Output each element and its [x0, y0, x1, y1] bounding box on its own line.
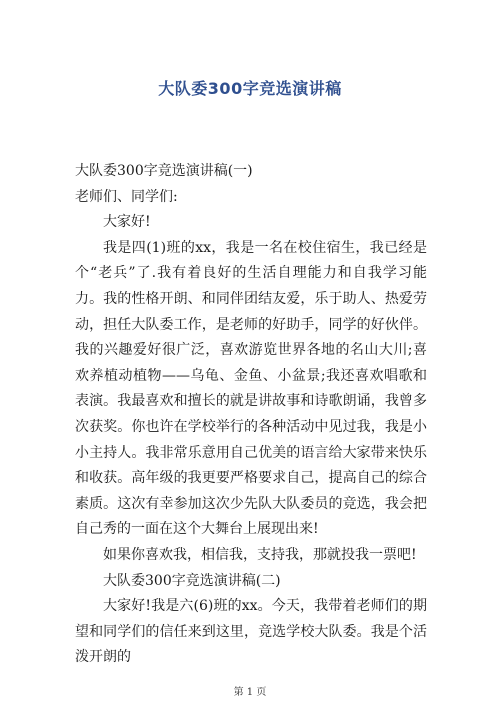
greeting: 大家好! — [103, 214, 151, 231]
salutation: 老师们、同学们: — [75, 188, 178, 205]
section-heading: 大队委300字竞选演讲稿(一) — [75, 163, 253, 179]
document-body — [75, 159, 427, 671]
page-number: 第 1 页 — [233, 687, 267, 698]
document-title: 大队委300字竞选演讲稿 — [158, 79, 342, 98]
section-heading: 大队委300字竞选演讲稿(二) — [103, 572, 281, 589]
body-paragraph: 大家好!我是六(6)班的xx。今天，我带着老师们的期望和同学们的信任来到这里，竞选学校大队委。我是个活泼开朗的 — [75, 598, 427, 666]
closing-line: 如果你喜欢我，相信我，支持我，那就投我一票吧! — [103, 546, 417, 563]
body-paragraph: 我是四(1)班的xx，我是一名在校住宿生，我已经是个“老兵”了.我有着良好的生活自理能力和自我学习能力。我的性格开朗、和同伴团结友爱，乐于助人、热爱劳动，担任大队委工作，是老师的好助手，同学的好伙伴。我的兴趣爱好很广泛，喜欢游览世界各地的名山大川;喜欢养植动植物——乌龟、金鱼、小盆景;我还喜欢唱歌和表演。我最喜欢和擅长的就是讲故事和诗歌朗诵，我曾多次获奖。你也许在学校举行的各种活动中见过我，我是小小主持人。我非常乐意用自己优美的语言给大家带来快乐和收获。高年级的我更要严格要求自己，提高自己的综合素质。这次有幸参加这次少先队大队委员的竞选，我会把自己秀的一面在这个大舞台上展现出来! — [75, 239, 427, 538]
